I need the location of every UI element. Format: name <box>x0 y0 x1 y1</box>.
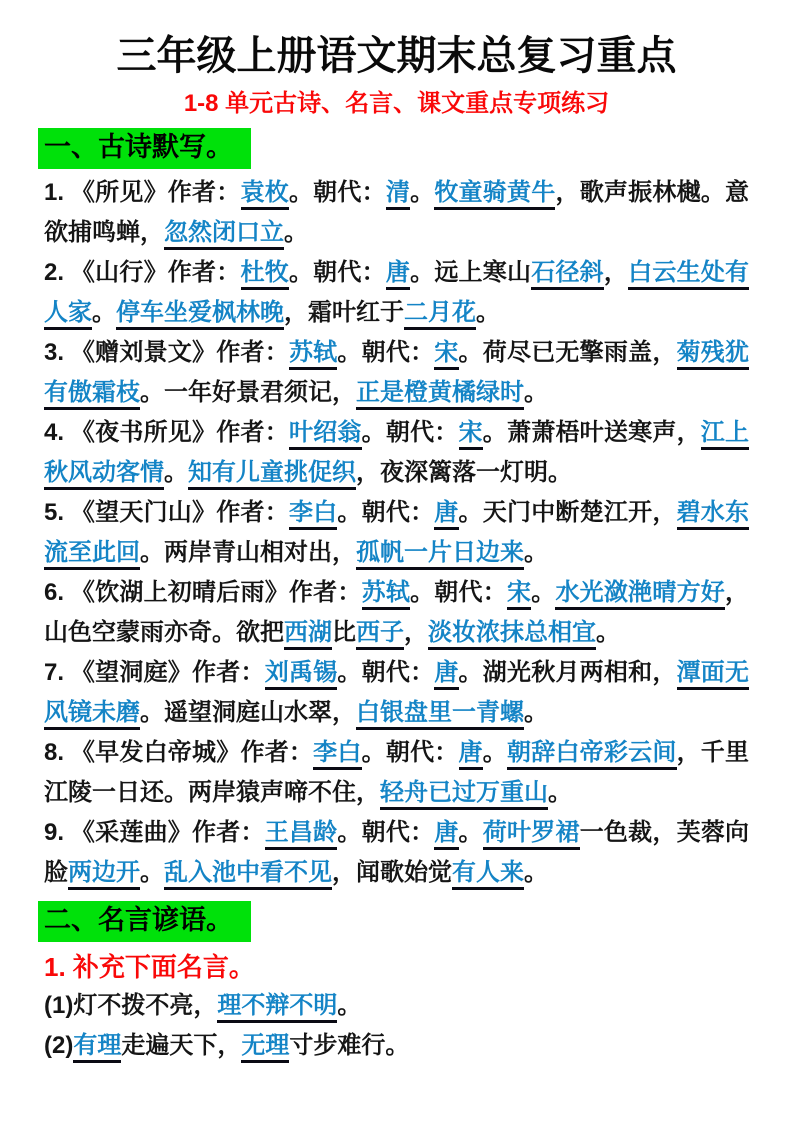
answer-blank: 水光潋滟晴方好 <box>555 579 725 610</box>
text-run: 。朝代： <box>337 819 435 846</box>
answer-blank: 朝辞白帝彩云间 <box>507 739 677 770</box>
answer-blank: 唐 <box>434 499 458 530</box>
text-run: 。朝代： <box>361 739 459 766</box>
text-run: 。湖光秋月两相和， <box>458 659 677 686</box>
text-run: 3. 《赠刘景文》作者： <box>44 339 289 366</box>
answer-blank: 唐 <box>386 259 410 290</box>
answer-blank: 白云生处有人家 <box>44 259 749 330</box>
answer-blank: 江上秋风动客情 <box>44 419 749 490</box>
answer-blank: 李白 <box>313 739 361 770</box>
text-run: 。 <box>164 459 188 486</box>
subsection-red-header: 1. 补充下面名言。 <box>44 952 255 982</box>
answer-blank: 正是橙黄橘绿时 <box>356 379 524 410</box>
text-run: 。朝代： <box>337 339 435 366</box>
text-run: 。 <box>531 579 556 606</box>
text-run: 8. 《早发白帝城》作者： <box>44 739 314 766</box>
page-title: 三年级上册语文期末总复习重点 <box>116 34 677 78</box>
answer-blank: 杜牧 <box>241 259 289 290</box>
text-run: 。一年好景君须记， <box>140 379 356 406</box>
text-run: 。 <box>458 819 483 846</box>
answer-blank: 乱入池中看不见 <box>164 859 332 890</box>
text-run: ，歌声振林樾。意欲捕鸣蝉， <box>44 179 750 246</box>
answer-blank: 牧童骑黄牛 <box>434 179 555 210</box>
text-run: 。天门中断楚江开， <box>458 499 677 526</box>
answer-blank: 忽然闭口立 <box>164 219 284 250</box>
answer-blank: 淡妆浓抹总相宜 <box>428 619 596 650</box>
poem-item-2 <box>44 253 749 333</box>
answer-blank: 西湖 <box>284 619 332 650</box>
answer-blank: 二月花 <box>404 299 476 330</box>
answer-blank: 苏轼 <box>289 339 337 370</box>
section-header-gushi-row <box>38 128 749 169</box>
text-run: 走遍天下， <box>121 1032 242 1059</box>
text-run: ，闻歌始觉 <box>332 859 452 886</box>
text-run: 2. 《山行》作者： <box>44 259 241 286</box>
section-header-mingyan: 二、名言谚语。 <box>38 901 251 942</box>
poem-item-5 <box>44 493 749 573</box>
text-run: 一色裁，芙蓉向脸 <box>44 819 750 886</box>
text-run: 。朝代： <box>361 419 459 446</box>
section-header-mingyan-row <box>38 901 749 942</box>
answer-blank: 清 <box>386 179 410 210</box>
text-run: 。 <box>596 619 620 646</box>
text-run: 。朝代： <box>410 579 507 606</box>
text-run: ，山色空蒙雨亦奇。欲把 <box>44 579 750 646</box>
text-run: 。荷尽已无擎雨盖， <box>458 339 677 366</box>
answer-blank: 袁枚 <box>241 179 289 210</box>
text-run: 比 <box>332 619 356 646</box>
answer-blank: 叶绍翁 <box>289 419 362 450</box>
text-run: 。朝代： <box>337 659 435 686</box>
text-run: ，霜叶红于 <box>284 299 404 326</box>
answer-blank: 轻舟已过万重山 <box>380 779 548 810</box>
text-run: (2) <box>44 1032 74 1059</box>
answer-blank: 孤帆一片日边来 <box>356 539 524 570</box>
answer-blank: 西子 <box>356 619 404 650</box>
poem-item-3 <box>44 333 749 413</box>
answer-blank: 石径斜 <box>531 259 604 290</box>
section-header-gushi: 一、古诗默写。 <box>38 128 251 169</box>
text-run: 寸步难行。 <box>289 1032 410 1059</box>
answer-blank: 苏轼 <box>362 579 410 610</box>
answer-blank: 宋 <box>434 339 458 370</box>
answer-blank: 无理 <box>241 1032 289 1063</box>
answer-blank: 唐 <box>434 659 458 690</box>
text-run: (1)灯不拨不亮， <box>44 992 218 1019</box>
answer-blank: 唐 <box>459 739 483 770</box>
answer-blank: 有人来 <box>452 859 524 890</box>
text-run: 9. 《采莲曲》作者： <box>44 819 265 846</box>
poem-item-9 <box>44 813 749 893</box>
poem-item-7 <box>44 653 749 733</box>
answer-blank: 宋 <box>459 419 483 450</box>
answer-blank: 王昌龄 <box>265 819 338 850</box>
saying-line-1 <box>44 986 749 1026</box>
text-run: 4. 《夜书所见》作者： <box>44 419 289 446</box>
answer-blank: 李白 <box>289 499 337 530</box>
poem-item-8 <box>44 733 749 813</box>
text-run: 。 <box>482 739 507 766</box>
text-run: 。 <box>524 699 548 726</box>
text-run: 。两岸青山相对出， <box>140 539 356 566</box>
text-run: 。 <box>476 299 500 326</box>
answer-blank: 菊残犹有傲霜枝 <box>44 339 749 410</box>
text-run: 。 <box>92 299 116 326</box>
text-run: 。 <box>410 179 435 206</box>
text-run: ， <box>404 619 428 646</box>
text-run: 6. 《饮湖上初晴后雨》作者： <box>44 579 362 606</box>
answer-blank: 理不辩不明 <box>217 992 337 1023</box>
answer-blank: 知有儿童挑促织 <box>188 459 356 490</box>
answer-blank: 刘禹锡 <box>265 659 338 690</box>
text-run: ，千里江陵一日还。两岸猿声啼不住， <box>44 739 750 806</box>
saying-line-2 <box>44 1026 749 1066</box>
poem-item-6 <box>44 573 749 653</box>
text-run: 。 <box>524 859 548 886</box>
page-subtitle: 1-8 单元古诗、名言、课文重点专项练习 <box>183 90 610 117</box>
text-run: ，夜深篱落一灯明。 <box>356 459 572 486</box>
text-run: 。远上寒山 <box>410 259 532 286</box>
answer-blank: 唐 <box>434 819 458 850</box>
answer-blank: 碧水东流至此回 <box>44 499 749 570</box>
text-run: 。朝代： <box>288 259 386 286</box>
text-run: 。朝代： <box>288 179 386 206</box>
answer-blank: 宋 <box>507 579 531 610</box>
answer-blank: 停车坐爱枫林晚 <box>116 299 284 330</box>
text-run: 。 <box>337 992 362 1019</box>
text-run: 。 <box>548 779 572 806</box>
text-run: 。 <box>524 379 548 406</box>
text-run: ， <box>603 259 629 286</box>
text-run: 。萧萧梧叶送寒声， <box>482 419 701 446</box>
answer-blank: 有理 <box>73 1032 121 1063</box>
text-run: 1. 《所见》作者： <box>44 179 241 206</box>
answer-blank: 潭面无风镜未磨 <box>44 659 749 730</box>
answer-blank: 白银盘里一青螺 <box>356 699 524 730</box>
text-run: 5. 《望天门山》作者： <box>44 499 289 526</box>
poem-item-4 <box>44 413 749 493</box>
answer-blank: 荷叶罗裙 <box>483 819 580 850</box>
text-run: 。朝代： <box>337 499 435 526</box>
text-run: 。 <box>284 219 308 246</box>
poem-item-1 <box>44 173 749 253</box>
text-run: 。 <box>140 859 164 886</box>
text-run: 。 <box>524 539 548 566</box>
answer-blank: 两边开 <box>68 859 140 890</box>
document-content <box>44 128 749 1066</box>
text-run: 。遥望洞庭山水翠， <box>140 699 356 726</box>
text-run: 7. 《望洞庭》作者： <box>44 659 265 686</box>
